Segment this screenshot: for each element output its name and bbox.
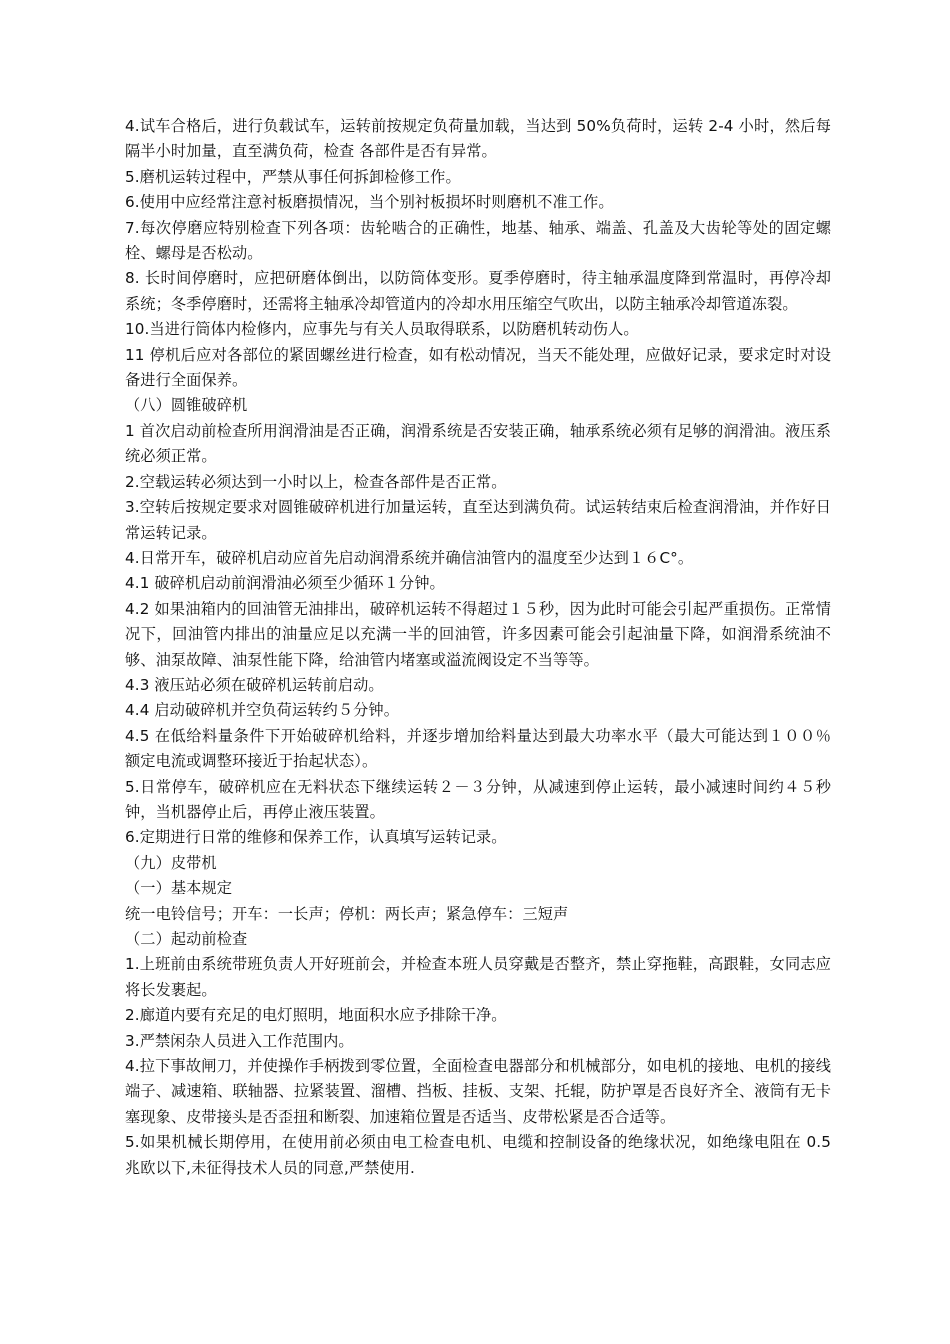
paragraph-hydraulic-station: 4.3 液压站必须在破碎机运转前启动。 [125, 675, 384, 694]
paragraph-daily-start: 4.日常开车，破碎机启动应首先启动润滑系统并确信油管内的温度至少达到１６C°。 [125, 548, 694, 567]
paragraph-return-oil: 4.2 如果油箱内的回油管无油排出，破碎机运转不得超过１５秒，因为此时可能会引起严重损伤。正常情况下，回油管内排出的油量应足以充满一半的回油管，许多因素可能会引起油量下降，如润滑系统油不够、油泵故障、油泵性能下降，给油管内堵塞或溢流阀设定不当等等。 [125, 599, 831, 669]
paragraph-lighting: 2.廊道内要有充足的电灯照明，地面积水应予排除干净。 [125, 1006, 507, 1025]
paragraph-insulation-check: 5.如果机械长期停用，在使用前必须由电工检查电机、电缆和控制设备的绝缘状况，如绝缘电阻在 0.5 兆欧以下,未征得技术人员的同意,严禁使用. [125, 1133, 831, 1177]
paragraph-stop-inspection: 7.每次停磨应特别检查下列各项：齿轮啮合的正确性，地基、轴承、端盖、孔盖及大齿轮等处的固定螺栓、螺母是否松动。 [125, 218, 831, 263]
section-heading-cone-crusher: （八）圆锥破碎机 [125, 396, 248, 415]
paragraph-long-stop: 8. 长时间停磨时，应把研磨体倒出，以防筒体变形。夏季停磨时，待主轴承温度降到常温时，再停冷却系统；冬季停磨时，还需将主轴承冷却管道内的冷却水用压缩空气吹出，以防主轴承冷却管道冻裂。 [125, 269, 831, 313]
document-page [125, 114, 847, 1181]
section-heading-belt-conveyor: （九）皮带机 [125, 853, 217, 872]
paragraph-oil-circulation: 4.1 破碎机启动前润滑油必须至少循环１分钟。 [125, 574, 445, 593]
subsection-heading-basic-rules: （一）基本规定 [125, 879, 233, 898]
paragraph-bolt-check: 11 停机后应对各部位的紧固螺丝进行检查，如有松动情况，当天不能处理，应做好记录，要求定时对设备进行全面保养。 [125, 345, 831, 390]
paragraph-idle-run: 2.空载运转必须达到一小时以上，检查各部件是否正常。 [125, 472, 507, 491]
paragraph-bell-signals: 统一电铃信号；开车：一长声；停机：两长声；紧急停车：三短声 [125, 904, 569, 923]
paragraph-shift-meeting: 1.上班前由系统带班负责人开好班前会，并检查本班人员穿戴是否整齐，禁止穿拖鞋，高跟鞋，女同志应将长发裹起。 [125, 955, 831, 999]
paragraph-regular-maintenance: 6.定期进行日常的维修和保养工作，认真填写运转记录。 [125, 828, 507, 847]
paragraph-load-run: 3.空转后按规定要求对圆锥破碎机进行加量运转，直至达到满负荷。试运转结束后检查润滑油，并作好日常运转记录。 [125, 498, 831, 542]
paragraph-feed-start: 4.5 在低给料量条件下开始破碎机给料，并逐步增加给料量达到最大功率水平（最大可能达到１００％ 额定电流或调整环接近于抬起状态）。 [125, 726, 847, 771]
subsection-heading-pre-start-check: （二）起动前检查 [125, 930, 248, 948]
paragraph-ball-mill-load-test: 4.试车合格后，进行负载试车，运转前按规定负荷量加载，当达到 50%负荷时，运转 2-4 小时，然后每隔半小时加量，直至满负荷，检查 各部件是否有异常。 [125, 117, 831, 161]
paragraph-liner-wear: 6.使用中应经常注意衬板磨损情况，当个别衬板损坏时则磨机不准工作。 [125, 193, 614, 212]
paragraph-no-load-run: 4.4 启动破碎机并空负荷运转约５分钟。 [125, 701, 399, 720]
paragraph-first-start-check: 1 首次启动前检查所用润滑油是否正确，润滑系统是否安装正确，轴承系统必须有足够的润滑油。液压系统必须正常。 [125, 421, 831, 466]
paragraph-no-maintenance-while-running: 5.磨机运转过程中，严禁从事任何拆卸检修工作。 [125, 167, 461, 186]
paragraph-no-idle-personnel: 3.严禁闲杂人员进入工作范围内。 [125, 1031, 354, 1050]
paragraph-cylinder-repair: 10.当进行筒体内检修内，应事先与有关人员取得联系，以防磨机转动伤人。 [125, 320, 639, 339]
paragraph-daily-stop: 5.日常停车，破碎机应在无料状态下继续运转２－３分钟，从减速到停止运转，最小减速时间约４５秒钟，当机器停止后，再停止液压装置。 [125, 777, 831, 821]
paragraph-full-inspection: 4.拉下事故闸刀，并使操作手柄拨到零位置，全面检查电器部分和机械部分，如电机的接地、电机的接线端子、减速箱、联轴器、拉紧装置、溜槽、挡板、挂板、支架、托辊，防护罩是否良好齐全、液筒有无卡塞现象、皮带接头是否歪扭和断裂、加速箱位置是否适当、皮带松紧是否合适等。 [125, 1057, 831, 1126]
